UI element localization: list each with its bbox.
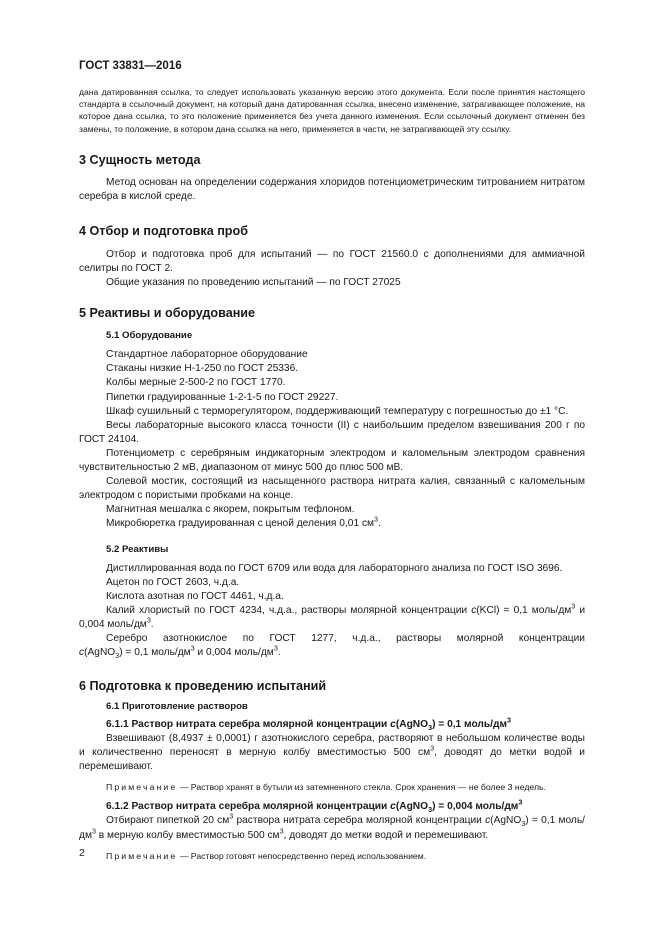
section-4-para: Отбор и подготовка проб для испытаний — по ГОСТ 21560.0 с дополнениями для аммиачной селитры по ГОСТ 2. bbox=[79, 249, 585, 275]
section-6-1-title: 6.1 Приготовление растворов bbox=[106, 701, 248, 713]
section-5-2-title: 5.2 Реактивы bbox=[106, 543, 169, 555]
equipment-item: Магнитная мешалка с якорем, покрытым тефлоном. bbox=[106, 504, 355, 516]
equipment-item: Солевой мостик, состоящий из насыщенного раствора нитрата калия, связанный с каломельным электродом с пористыми пробками на конце. bbox=[79, 476, 585, 502]
reagent-item-cont: c(AgNO$_3$) = 0,1 моль/$дм^3$ и 0,004 моль/$дм^3$. bbox=[79, 644, 281, 661]
note-label: Примечание bbox=[106, 850, 178, 861]
section-3-text: Метод основан на определении содержания хлоридов потенциометрическим титрованием нитратом серебра в кислой среде. bbox=[79, 176, 585, 202]
section-6-1-1-text: Взвешивают (8,4937 ± 0,0001) г азотнокислого серебра, растворяют в небольшом количестве воды и количественно переносят в мерную колбу вместимостью 500 $см^3$, доводят до метки водой и перемешивают. bbox=[79, 733, 585, 773]
section-6-1-2-text: Отбирают пипеткой 20 $см^3$ раствора нитрата серебра молярной концентрации c(AgNO$_3$) = 0,1 моль/$дм^3$ в мерную колбу вместимостью 500 $см^3$, доводят до метки водой и перемешивают. bbox=[79, 813, 585, 841]
note: Примечание — Раствор готовят непосредственно перед использованием. bbox=[106, 850, 427, 861]
reagents-list bbox=[79, 562, 585, 661]
equipment-item: Шкаф сушильный с терморегулятором, поддерживающий температуру с погрешностью до ±1 °С. bbox=[106, 405, 569, 417]
note: Примечание — Раствор хранят в бутыли из затемненного стекла. Срок хранения — не более 3 недель. bbox=[106, 782, 546, 793]
equipment-item: Пипетки градуированные 1-2-1-5 по ГОСТ 29227. bbox=[106, 391, 339, 403]
reagent-item: Дистиллированная вода по ГОСТ 6709 или вода для лабораторного анализа по ГОСТ ISO 3696. bbox=[106, 562, 563, 574]
section-6-1-1-title: 6.1.1 Раствор нитрата серебра молярной концентрации c(AgNO$_3$) = 0,1 моль/$дм^3$ bbox=[106, 716, 511, 733]
section-4-title: 4 Отбор и подготовка проб bbox=[79, 224, 248, 238]
section-6-1-2-title: 6.1.2 Раствор нитрата серебра молярной концентрации c(AgNO$_3$) = 0,004 моль/$дм^3$ bbox=[106, 799, 523, 815]
equipment-item: Микробюретка градуированная с ценой деления 0,01 $см^3$. bbox=[106, 516, 381, 530]
equipment-item: Весы лабораторные высокого класса точности (II) с наибольшим пределом взвешивания 200 г по ГОСТ 24104. bbox=[79, 419, 585, 445]
reagent-item: Кислота азотная по ГОСТ 4461, ч.д.а. bbox=[106, 590, 284, 602]
document-header: ГОСТ 33831—2016 bbox=[79, 60, 182, 72]
page-number: 2 bbox=[79, 847, 85, 859]
note-label: Примечание bbox=[106, 782, 178, 793]
equipment-item: Колбы мерные 2-500-2 по ГОСТ 1770. bbox=[106, 377, 286, 389]
equipment-item: Стандартное лабораторное оборудование bbox=[106, 349, 308, 361]
intro-paragraph: дана датированная ссылка, то следует использовать указанную версию этого документа. Если после принятия настоящего стандарта в ссылочный документ, на который дана датированная ссылка, внесено изменение, затрагивающее положение, на которое дана ссылка, то это положение применяется без учета данного изменения. Если ссылочный документ отменен без замены, то положение, в котором дана ссылка на него, применяется в части, не затрагивающей эту ссылку. bbox=[79, 87, 585, 134]
section-3-title: 3 Сущность метода bbox=[79, 152, 201, 167]
reagent-item: Ацетон по ГОСТ 2603, ч.д.а. bbox=[106, 576, 240, 588]
equipment-list bbox=[79, 348, 585, 531]
section-4-para: Общие указания по проведению испытаний — по ГОСТ 27025 bbox=[106, 277, 401, 289]
equipment-item: Стаканы низкие Н-1-250 по ГОСТ 25336. bbox=[106, 363, 299, 375]
section-5-1-title: 5.1 Оборудование bbox=[106, 330, 193, 342]
equipment-item: Потенциометр с серебряным индикаторным электродом и каломельным электродом сравнения чувствительностью 2 мВ, диапазоном от минус 500 до плюс 500 мВ. bbox=[79, 447, 585, 474]
section-6-title: 6 Подготовка к проведению испытаний bbox=[79, 679, 327, 694]
section-5-title: 5 Реактивы и оборудование bbox=[79, 306, 256, 321]
reagent-item: Калий хлористый по ГОСТ 4234, ч.д.а., растворы молярной концентрации c(KCl) = 0,1 моль/$дм^3$ и 0,004 моль/$дм^3$. bbox=[79, 602, 586, 630]
reagent-item: Серебро азотнокислое по ГОСТ 1277, ч.д.а., растворы молярной концентрации bbox=[106, 632, 585, 644]
document-body bbox=[79, 86, 585, 862]
